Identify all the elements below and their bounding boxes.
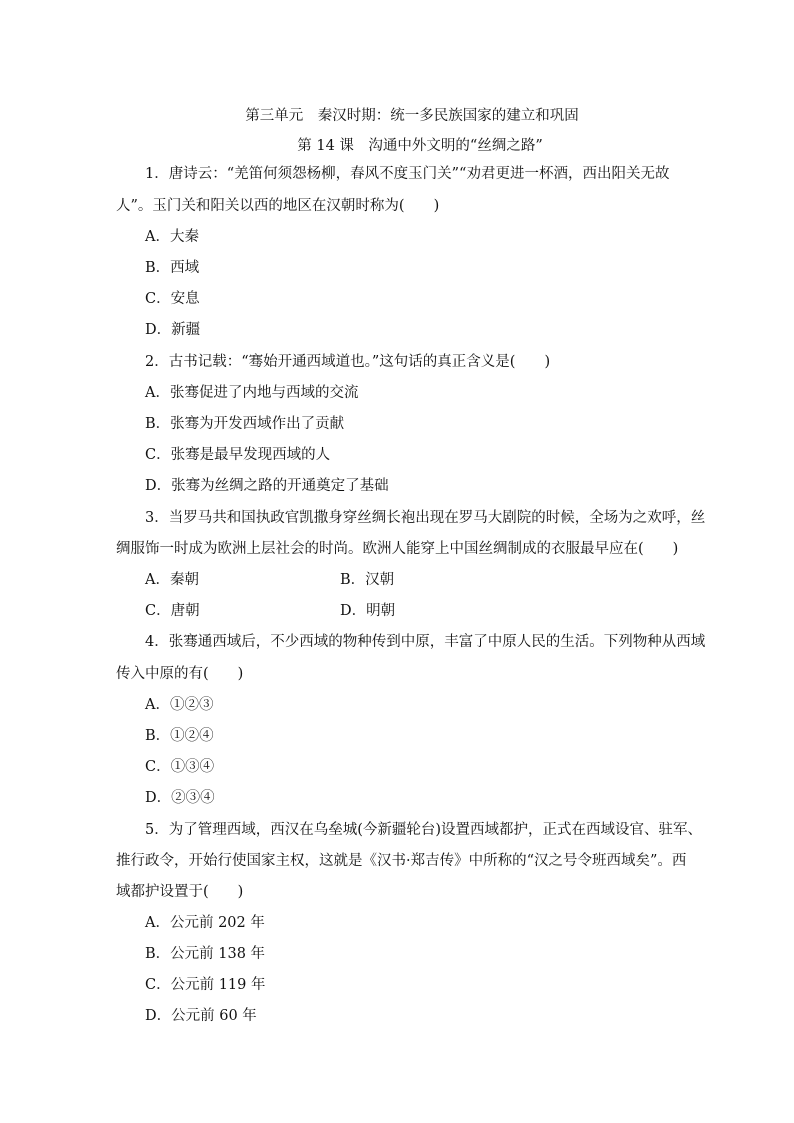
question-4-option-d: D．②③④ [145, 790, 215, 806]
question-4-option-a: A．①②③ [145, 697, 214, 713]
question-5-option-b: B．公元前 138 年 [145, 946, 266, 962]
question-4-option-b: B．①②④ [145, 728, 214, 744]
question-1-option-a: A．大秦 [145, 229, 199, 245]
question-2-option-b: B．张骞为开发西域作出了贡献 [145, 416, 345, 432]
question-4-stem-line-1: 4．张骞通西域后，不少西域的物种传到中原，丰富了中原人民的生活。下列物种从西域 [145, 634, 706, 650]
question-4-stem-line-2: 传入中原的有( ) [116, 666, 244, 682]
question-5-stem-line-1: 5．为了管理西域，西汉在乌垒城(今新疆轮台)设置西域都护，正式在西域设官、驻军、 [145, 822, 703, 838]
question-3-option-a: A．秦朝 [145, 572, 199, 588]
question-3-option-c: C．唐朝 [145, 603, 200, 619]
question-1-option-b: B．西域 [145, 260, 200, 276]
question-5-option-d: D．公元前 60 年 [145, 1008, 257, 1024]
question-5-stem-line-2: 推行政令，开始行使国家主权，这就是《汉书·郑吉传》中所称的“汉之号令班西域矣”。西 [116, 853, 687, 869]
unit-title: 第三单元 秦汉时期：统一多民族国家的建立和巩固 [245, 108, 579, 124]
question-1-option-d: D．新疆 [145, 322, 201, 338]
question-3-stem-line-2: 绸服饰一时成为欧洲上层社会的时尚。欧洲人能穿上中国丝绸制成的衣服最早应在( ) [116, 541, 679, 557]
question-1-stem-line-1: 1．唐诗云：“羌笛何须怨杨柳，春风不度玉门关”“劝君更进一杯酒，西出阳关无故 [145, 166, 670, 182]
question-3-stem-line-1: 3．当罗马共和国执政官凯撒身穿丝绸长袍出现在罗马大剧院的时候，全场为之欢呼，丝 [145, 510, 706, 526]
question-2-option-c: C．张骞是最早发现西域的人 [145, 447, 331, 463]
question-2-option-a: A．张骞促进了内地与西域的交流 [145, 385, 359, 401]
question-2-option-d: D．张骞为丝绸之路的开通奠定了基础 [145, 478, 389, 494]
question-1-stem-line-2: 人”。玉门关和阳关以西的地区在汉朝时称为( ) [116, 198, 440, 214]
question-4-option-c: C．①③④ [145, 759, 215, 775]
question-1-option-c: C．安息 [145, 291, 200, 307]
question-5-option-a: A．公元前 202 年 [145, 915, 265, 931]
question-3-option-d: D．明朝 [340, 603, 396, 619]
question-3-option-b: B．汉朝 [340, 572, 395, 588]
question-5-option-c: C．公元前 119 年 [145, 977, 266, 993]
question-2-stem-line-1: 2．古书记载：“骞始开通西域道也。”这句话的真正含义是( ) [145, 354, 551, 370]
question-5-stem-line-3: 域都护设置于( ) [116, 884, 244, 900]
lesson-title: 第 14 课 沟通中外文明的“丝绸之路” [297, 138, 543, 154]
